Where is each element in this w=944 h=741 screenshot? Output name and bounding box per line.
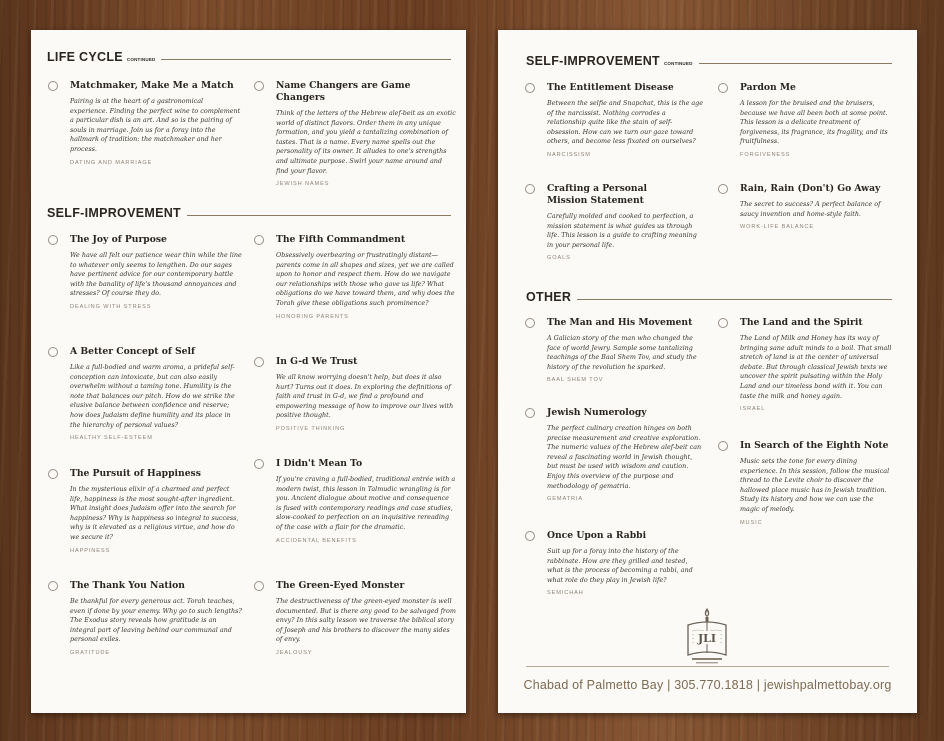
lesson-tag: FORGIVENESS [740,151,791,158]
section-title: SELF-IMPROVEMENT [47,206,181,220]
lesson-title: Matchmaker, Make Me a Match [70,80,234,91]
section-rule [699,63,892,64]
lesson-pursuit-of-happiness[interactable] [70,468,242,554]
checkbox-circle[interactable] [48,469,58,479]
section-rule [187,215,451,216]
lesson-description: Like a full-bodied and warm aroma, a prideful self-conception can intoxicate, but can also easily overwhelm without a taming tone. Humility is the note that balances our pitch. How do we strike the elusive balance between confidence and reserve; how does Judaism define humility and its place in the hierarchy of personal values? [70,363,235,429]
checkbox-circle[interactable] [718,318,728,328]
lesson-description: The perfect culinary creation hinges on both precise measurement and creative exploration. The numeric values of the Hebrew alef-beit can reveal a fascinating world in Jewish thought, but must be used with wisdom and caution. Enjoy this overview of the purpose and methodology of gematria. [547,424,702,490]
lesson-title: The Thank You Nation [70,580,185,591]
lesson-tag: NARCISSISM [547,151,591,158]
lesson-man-and-his-movement[interactable] [547,317,705,383]
lesson-description: Think of the letters of the Hebrew alef-beit as an exotic world of distinct flavors. Order them in any unique formation, and you yield a tantalizing combination of tastes. That is a name. Every name spells out the personality of its owner. It alludes to one's strengths and ultimate purpose. Swirl your name around and find your flavor. [276,109,456,175]
section-title: OTHER [526,290,572,304]
section-header-self-improvement [47,206,451,220]
lesson-thank-you-nation[interactable] [70,580,242,656]
lesson-tag: DATING AND MARRIAGE [70,159,153,166]
lesson-land-and-spirit[interactable] [740,317,892,412]
continued-label: CONTINUED [126,57,156,62]
section-header-other [526,290,892,304]
lesson-tag: JEWISH NAMES [276,181,330,188]
lesson-description: Be thankful for every generous act. Torah teaches, even if done by your enemy. Why go to such lengths? The Exodus story reveals how gratitude is an integral part of leaving behind our communal and personal exiles. [70,597,242,644]
lesson-tag: MUSIC [740,519,763,526]
lesson-description: The secret to success? A perfect balance of saucy invention and home-style faith. [740,200,881,218]
section-header-life-cycle [47,50,451,64]
section-title: SELF-IMPROVEMENT [526,54,660,68]
jli-logo [684,605,730,667]
lesson-description: We have all felt our patience wear thin while the line to whatever only seems to lengthen. Do our sages have pertinent advice for our contemporary battle with the banality of life's thousand annoyances and stresses? Of course they do. [70,251,242,298]
lesson-title: Name Changers are Game Changers [276,80,411,103]
lesson-description: Music sets the tone for every dining experience. In this session, follow the musical thread to the Levite choir to discover the hallowed place music has in Jewish tradition. Study its history and how we can use the magic of melody. [740,457,890,513]
lesson-title: The Man and His Movement [547,317,693,328]
lesson-description: A Galician story of the man who changed the face of world Jewry. Sample some tantalizing teachings of the Baal Shem Tov, and study the history of the revolution he sparked. [547,334,697,371]
lesson-title: Jewish Numerology [547,407,647,418]
checkbox-circle[interactable] [525,83,535,93]
lesson-title: The Fifth Commandment [276,234,406,245]
section-rule [161,59,451,60]
lesson-tag: ISRAEL [740,406,766,413]
checkbox-circle[interactable] [718,184,728,194]
checkbox-circle[interactable] [254,581,264,591]
lesson-i-didnt-mean-to[interactable] [276,458,456,544]
checkbox-circle[interactable] [718,83,728,93]
lesson-tag: GRATITUDE [70,649,111,656]
lesson-name-changers[interactable] [276,80,456,187]
checkbox-circle[interactable] [254,459,264,469]
lesson-title: The Land and the Spirit [740,317,863,328]
checkbox-circle[interactable] [254,235,264,245]
checkbox-circle[interactable] [254,357,264,367]
lesson-tag: JEALOUSY [276,649,313,656]
footer-contact: Chabad of Palmetto Bay | 305.770.1818 | jewishpalmettobay.org [523,678,892,692]
menu-page-left [31,30,466,713]
checkbox-circle[interactable] [48,235,58,245]
lesson-description: In the mysterious elixir of a charmed and perfect life, happiness is the most sought-after ingredient. What insight does Judaism offer into the search for happiness? Why is happiness so integral to success, why is it elevated as a religious virtue, and how do we secure it? [70,485,239,541]
lesson-description: The Land of Milk and Honey has its way of bringing sane adult minds to a boil. That small stretch of land is at the center of universal debate. But through classical Jewish texts we uncover the spirit pulsating within the Holy Land and our timeless bond with it. You can taste the milk and honey again. [740,334,892,400]
lesson-once-upon-a-rabbi[interactable] [547,530,705,596]
lesson-entitlement-disease[interactable] [547,82,705,158]
lesson-mission-statement[interactable] [547,183,705,261]
lesson-title: In G-d We Trust [276,356,358,367]
lesson-tag: HONORING PARENTS [276,313,349,320]
lesson-title: Rain, Rain (Don't) Go Away [740,183,881,194]
lesson-tag: GEMATRIA [547,496,583,503]
lesson-tag: HEALTHY SELF-ESTEEM [70,435,153,442]
section-header-self-improvement-continued [526,54,892,68]
checkbox-circle[interactable] [525,318,535,328]
checkbox-circle[interactable] [525,531,535,541]
lesson-tag: SEMICHAH [547,590,584,597]
lesson-title: The Joy of Purpose [70,234,167,245]
section-rule [577,299,892,300]
lesson-tag: DEALING WITH STRESS [70,303,152,310]
lesson-green-eyed-monster[interactable] [276,580,456,656]
lesson-tag: ACCIDENTAL BENEFITS [276,537,357,544]
lesson-title: The Pursuit of Happiness [70,468,201,479]
lesson-description: The destructiveness of the green-eyed monster is well documented. But is there any good to be salvaged from envy? In this salty lesson we traverse the biblical story of Joseph and his brothers to discover the many sides of envy. [276,597,456,644]
continued-label: CONTINUED [663,61,693,66]
footer-divider [526,666,889,667]
lesson-in-gd-we-trust[interactable] [276,356,456,432]
lesson-description: Carefully molded and cooked to perfection, a mission statement is what guides us through life. This lesson is a guide to crafting meaning in your personal life. [547,212,697,249]
lesson-title: I Didn't Mean To [276,458,363,469]
lesson-title: A Better Concept of Self [70,346,195,357]
lesson-description: We all know worrying doesn't help, but does it also hurt? Turns out it does. In exploring the definitions of faith and trust in G-d, we find a profound and empowering message of how to improve our lives with positive thought. [276,373,454,420]
menu-page-right [498,30,917,713]
lesson-description: Between the selfie and Snapchat, this is the age of the narcissist. Nothing corrodes a relationship quite like the stain of self-obsession. How can we turn our gaze toward others, and become less fixated on ourselves? [547,99,704,146]
checkbox-circle[interactable] [525,184,535,194]
lesson-description: If you're craving a full-bodied, traditional entrée with a modern twist, this lesson in Talmudic wrangling is for you. Ancient dialogue about motive and consequence is fused with contemporary readings and case studies, slow-cooked to perfection on an inquisitive rereading of the case with a flair for the dramatic. [276,475,456,531]
lesson-rain-rain[interactable] [740,183,892,230]
lesson-tag: BAAL SHEM TOV [547,377,604,384]
lesson-better-concept-of-self[interactable] [70,346,242,441]
checkbox-circle[interactable] [718,441,728,451]
lesson-title: The Green-Eyed Monster [276,580,405,591]
lesson-tag: GOALS [547,255,571,262]
lesson-title: Once Upon a Rabbi [547,530,647,541]
checkbox-circle[interactable] [525,408,535,418]
lesson-description: Pairing is at the heart of a gastronomical experience. Finding the perfect wine to complement a particular dish is an art. And so is the pairing of souls in marriage. Join us for a foray into the hallmark of tradition: the matchmaker and her process. [70,97,241,153]
lesson-tag: POSITIVE THINKING [276,425,346,432]
lesson-tag: HAPPINESS [70,547,111,554]
lesson-description: Obsessively overbearing or frustratingly distant—parents come in all shapes and sizes, yet we are called upon to honor and respect them. How do we navigate our relationships with those who gave us life? What obligations do we have toward them, and why does the Torah give these obligations such prominence? [276,251,455,307]
lesson-jewish-numerology[interactable] [547,407,705,502]
checkbox-circle[interactable] [254,81,264,91]
lesson-matchmaker[interactable] [70,80,242,166]
lesson-description: Suit up for a foray into the history of the rabbinate. How are they grilled and tested, what is the process of becoming a rabbi, and what role do they play in Jewish life? [547,547,693,584]
checkbox-circle[interactable] [48,581,58,591]
lesson-eighth-note[interactable] [740,440,892,526]
lesson-joy-of-purpose[interactable] [70,234,242,310]
lesson-title: Crafting a Personal Mission Statement [547,183,648,206]
lesson-tag: WORK-LIFE BALANCE [740,224,815,231]
lesson-title: In Search of the Eighth Note [740,440,889,451]
lesson-pardon-me[interactable] [740,82,892,158]
lesson-description: A lesson for the bruised and the bruisers, because we have all been both at some point. This lesson is a delicate treatment of forgiveness, its fragrance, its fragility, and its fruitfulness. [740,99,888,146]
lesson-fifth-commandment[interactable] [276,234,456,320]
checkbox-circle[interactable] [48,81,58,91]
lesson-title: Pardon Me [740,82,796,93]
checkbox-circle[interactable] [48,347,58,357]
logo-text: JLI [697,632,717,645]
lesson-title: The Entitlement Disease [547,82,674,93]
section-title: LIFE CYCLE [47,50,123,64]
